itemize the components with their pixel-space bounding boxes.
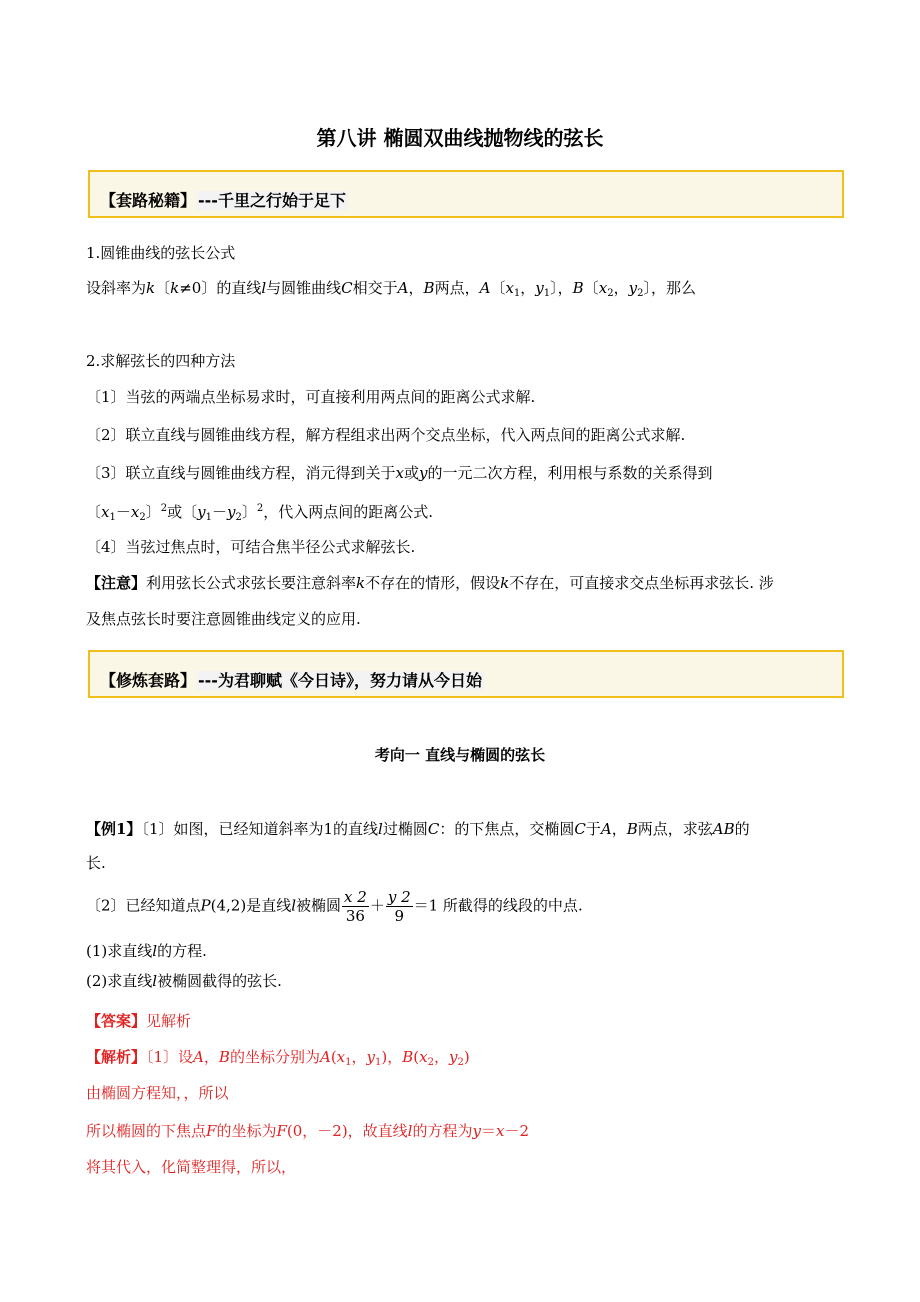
note-line-1: 【注意】利用弦长公式求弦长要注意斜率k不存在的情形，假设k不存在，可直接求交点坐标再求弦长. 涉 [86,574,774,592]
answer-line: 【答案】见解析 [86,1012,192,1030]
method-1: 〔1〕当弦的两端点坐标易求时，可直接利用两点间的距离公式求解. [86,388,536,406]
fraction-x2-36: $\frac{x 2}{36}$ [344,888,367,925]
solution-line-4: 将其代入，化简整理得，所以， [86,1158,297,1176]
page-title: 第八讲 椭圆双曲线抛物线的弦长 [316,126,604,150]
methods-heading: 2.求解弦长的四种方法 [86,352,236,370]
question-1: (1)求直线l的方程. [86,942,207,960]
banner-label: 【套路秘籍】 [100,191,197,210]
banner-motto: ---为君聊赋《今日诗》，努力请从今日始 [198,671,482,690]
method-3: 〔3〕联立直线与圆锥曲线方程，消元得到关于x或y的一元二次方程，利用根与系数的关系得到 [86,464,713,482]
banner-xiulian-taolu [88,650,844,698]
fraction-y2-9: $\frac{y 2}{9}$ [387,888,411,925]
banner-taolu-miji [88,170,844,218]
example-part-2: 〔2〕已经知道点P(4,2)是直线l被椭圆 $\frac{x 2}{36}$ ＋ $\frac{y 2}{9}$ ＝1 所截得的线段的中点. [86,888,583,925]
example-line-1: 【例1】〔1〕如图，已经知道斜率为1的直线l过椭圆C：的下焦点，交椭圆C于A，B两点，求弦AB的 [86,820,750,838]
note-line-2: 及焦点弦长时要注意圆锥曲线定义的应用. [86,610,361,628]
example-line-2: 长. [86,854,106,872]
formula-sentence: 设斜率为k〔k≠0〕的直线l与圆锥曲线C相交于A，B两点，A〔$x_1$，$y_1$〕，B〔$x_2$，$y_2$〕，那么 [86,279,696,299]
method-3-cont: 〔$x_1-x_2$〕$^2$或〔$y_1-y_2$〕$^2$，代入两点间的距离公式. [86,503,434,523]
solution-line-1: 【解析】〔1〕设A，B的坐标分别为$A(x_1$，$y_1$)，$B(x_2$，$y_2$) [86,1048,470,1068]
method-4: 〔4〕当弦过焦点时，可结合焦半径公式求解弦长. [86,538,416,556]
method-2: 〔2〕联立直线与圆锥曲线方程，解方程组求出两个交点坐标，代入两点间的距离公式求解. [86,426,686,444]
banner-label: 【修炼套路】 [100,671,197,690]
question-2: (2)求直线l被椭圆截得的弦长. [86,972,282,990]
solution-line-3: 所以椭圆的下焦点F的坐标为F(0，－2)，故直线l的方程为y＝x－2 [86,1122,530,1140]
banner-motto: ---千里之行始于足下 [198,191,346,210]
solution-line-2: 由椭圆方程知，，所以 [86,1084,229,1102]
section-heading: 考向一 直线与椭圆的弦长 [374,746,546,764]
formula-heading: 1.圆锥曲线的弦长公式 [86,244,236,262]
